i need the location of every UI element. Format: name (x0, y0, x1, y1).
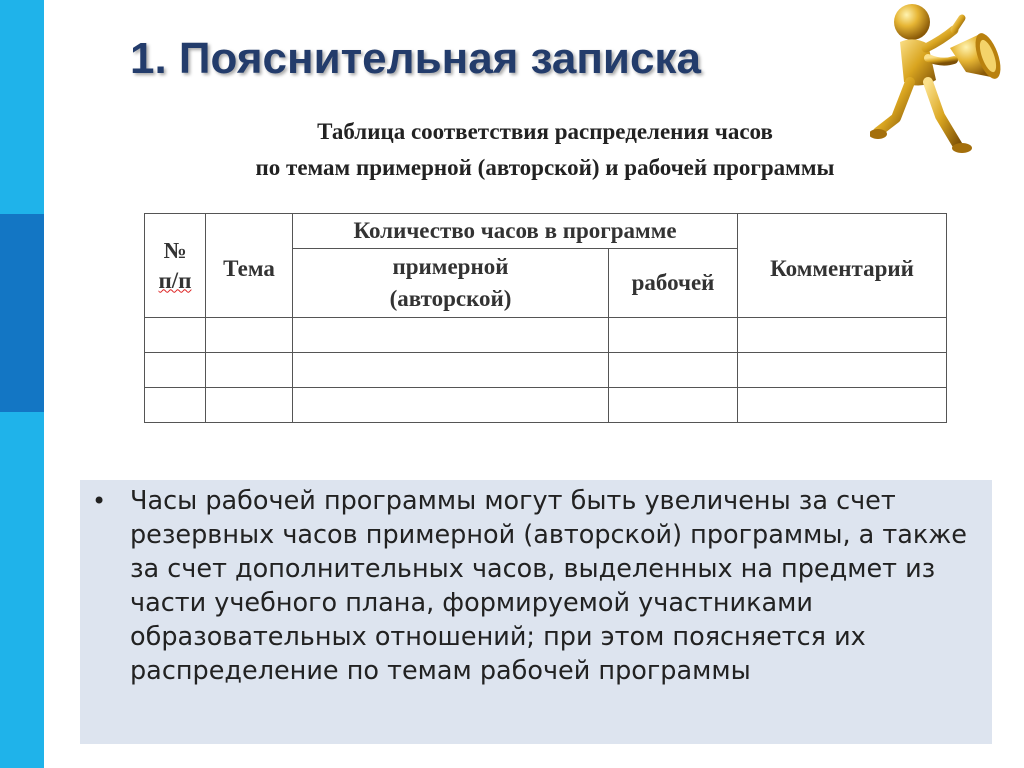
header-number-abbr: п/п (158, 267, 192, 293)
accent-bar-bottom (0, 412, 44, 768)
table-cell[interactable] (609, 318, 738, 353)
table-row (145, 388, 947, 423)
bullet-icon: • (92, 487, 107, 515)
table-cell[interactable] (738, 388, 947, 423)
header-hours-work: рабочей (609, 249, 738, 318)
table-cell[interactable] (293, 353, 609, 388)
table-cell[interactable] (738, 353, 947, 388)
table-cell[interactable] (206, 388, 293, 423)
table-caption-line-2: по темам примерной (авторской) и рабочей программы (255, 155, 835, 180)
table-row (145, 318, 947, 353)
table-cell[interactable] (609, 388, 738, 423)
header-topic: Тема (206, 214, 293, 318)
note-box (80, 480, 992, 744)
header-number (145, 214, 206, 318)
header-number-symbol: № (163, 237, 187, 263)
header-hours-group: Количество часов в программе (293, 214, 738, 249)
table-header-row-1 (145, 214, 947, 249)
table-cell[interactable] (206, 353, 293, 388)
table-cell[interactable] (293, 388, 609, 423)
table-row (145, 353, 947, 388)
header-hours-example (293, 249, 609, 318)
left-accent-bar (0, 0, 44, 768)
table-cell[interactable] (145, 318, 206, 353)
accent-bar-middle (0, 214, 44, 412)
note-text: Часы рабочей программы могут быть увеличены за счет резервных часов примерной (авторской) программы, а также за счет дополнительных часов, выделенных на предмет из части учебного плана, формируемой участниками образовательных отношений; при этом поясняется их распределение по темам рабочей программы (130, 486, 967, 686)
table-caption-line-1: Таблица соответствия распределения часов (317, 119, 773, 144)
table-cell[interactable] (206, 318, 293, 353)
table-cell[interactable] (145, 353, 206, 388)
table-cell[interactable] (293, 318, 609, 353)
accent-bar-top (0, 0, 44, 214)
header-hours-example-line-1: примерной (392, 254, 509, 279)
table-cell[interactable] (738, 318, 947, 353)
table-caption (160, 114, 930, 186)
table-cell[interactable] (609, 353, 738, 388)
hours-distribution-table (144, 213, 947, 423)
header-comment: Комментарий (738, 214, 947, 318)
header-hours-example-line-2: (авторской) (389, 286, 512, 311)
table-cell[interactable] (145, 388, 206, 423)
slide-title: 1. Пояснительная записка (130, 34, 701, 83)
